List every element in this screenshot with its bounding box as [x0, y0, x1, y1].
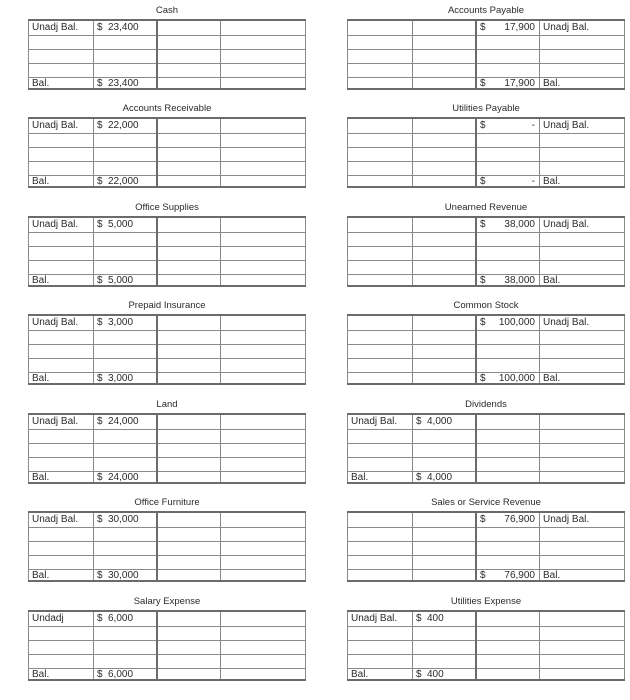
- unadjusted-balance-label: Unadj Bal.: [32, 416, 79, 427]
- row-line: [28, 77, 306, 78]
- row-line: [28, 654, 306, 655]
- account-title: Unearned Revenue: [444, 202, 528, 213]
- row-line: [347, 569, 625, 570]
- currency-symbol: $: [480, 275, 486, 286]
- row-line: [28, 555, 306, 556]
- balance-label: Bal.: [32, 373, 50, 384]
- row-line: [347, 443, 625, 444]
- balance-amount: 23,400: [108, 78, 139, 89]
- account-title: Land: [156, 399, 178, 410]
- row-line: [347, 654, 625, 655]
- balance-label: Bal.: [32, 78, 50, 89]
- unadjusted-balance-label: Unadj Bal.: [543, 317, 590, 328]
- unadjusted-balance-amount: 76,900: [504, 514, 535, 525]
- currency-symbol: $: [480, 373, 486, 384]
- ledger-table: [28, 511, 306, 582]
- account-title: Utilities Expense: [450, 596, 522, 607]
- column-line: [624, 218, 625, 285]
- row-line: [28, 344, 306, 345]
- ledger-table: [347, 19, 625, 90]
- center-divider: [156, 612, 158, 679]
- row-line: [347, 246, 625, 247]
- row-line: [28, 232, 306, 233]
- row-line: [28, 443, 306, 444]
- center-divider: [156, 218, 158, 285]
- row-line: [28, 527, 306, 528]
- unadjusted-balance-label: Unadj Bal.: [32, 219, 79, 230]
- column-line: [624, 415, 625, 482]
- column-line: [220, 316, 221, 383]
- balance-label: Bal.: [32, 176, 50, 187]
- account-title: Prepaid Insurance: [128, 300, 206, 311]
- t-account-ur: [347, 202, 625, 290]
- balance-label: Bal.: [543, 570, 561, 581]
- t-account-cash: [28, 5, 306, 93]
- unadjusted-balance-label: Unadj Bal.: [543, 22, 590, 33]
- currency-symbol: $: [480, 176, 486, 187]
- balance-label: Bal.: [543, 78, 561, 89]
- center-divider: [156, 316, 158, 383]
- unadjusted-balance-amount: 400: [427, 613, 444, 624]
- unadjusted-balance-amount: -: [531, 120, 535, 131]
- row-line: [28, 133, 306, 134]
- row-line: [347, 429, 625, 430]
- account-title: Accounts Payable: [447, 5, 525, 16]
- row-line: [347, 640, 625, 641]
- column-line: [28, 612, 29, 679]
- account-title: Sales or Service Revenue: [431, 497, 541, 508]
- currency-symbol: $: [480, 317, 486, 328]
- row-line: [347, 555, 625, 556]
- balance-amount: 400: [427, 669, 444, 680]
- account-title: Office Furniture: [134, 497, 200, 508]
- row-line: [28, 147, 306, 148]
- currency-symbol: $: [97, 78, 103, 89]
- row-line: [28, 668, 306, 669]
- t-account-ar: [28, 103, 306, 191]
- column-line: [624, 513, 625, 580]
- ledger-table: [347, 413, 625, 484]
- account-title: Cash: [155, 5, 179, 16]
- currency-symbol: $: [97, 317, 103, 328]
- balance-label: Bal.: [351, 472, 369, 483]
- ledger-table: [347, 610, 625, 681]
- column-line: [305, 612, 306, 679]
- row-line: [28, 246, 306, 247]
- ledger-table: [347, 117, 625, 188]
- row-line: [347, 49, 625, 50]
- unadjusted-balance-label: Unadj Bal.: [32, 317, 79, 328]
- ledger-table: [28, 19, 306, 90]
- column-line: [28, 316, 29, 383]
- row-line: [28, 35, 306, 36]
- currency-symbol: $: [97, 669, 103, 680]
- column-line: [220, 513, 221, 580]
- currency-symbol: $: [97, 613, 103, 624]
- row-line: [347, 344, 625, 345]
- unadjusted-balance-amount: 38,000: [504, 219, 535, 230]
- column-line: [347, 612, 348, 679]
- column-line: [28, 218, 29, 285]
- t-account-se: [28, 596, 306, 684]
- row-line: [347, 35, 625, 36]
- column-line: [624, 119, 625, 186]
- unadjusted-balance-label: Unadj Bal.: [543, 219, 590, 230]
- unadjusted-balance-label: Undadj: [32, 613, 64, 624]
- column-line: [28, 21, 29, 88]
- center-divider: [475, 218, 477, 285]
- column-line: [539, 415, 540, 482]
- currency-symbol: $: [480, 570, 486, 581]
- row-line: [28, 358, 306, 359]
- t-account-cs: [347, 300, 625, 388]
- center-divider: [156, 119, 158, 186]
- balance-label: Bal.: [543, 275, 561, 286]
- ledger-table: [347, 314, 625, 385]
- column-line: [220, 119, 221, 186]
- currency-symbol: $: [97, 570, 103, 581]
- t-account-ue: [347, 596, 625, 684]
- row-line: [347, 330, 625, 331]
- currency-symbol: $: [97, 219, 103, 230]
- column-line: [93, 119, 94, 186]
- column-line: [624, 316, 625, 383]
- row-line: [347, 232, 625, 233]
- unadjusted-balance-amount: 5,000: [108, 219, 134, 230]
- column-line: [28, 119, 29, 186]
- balance-amount: 38,000: [504, 275, 535, 286]
- column-line: [93, 513, 94, 580]
- currency-symbol: $: [480, 514, 486, 525]
- currency-symbol: $: [480, 78, 486, 89]
- row-line: [347, 77, 625, 78]
- balance-amount: 6,000: [108, 669, 134, 680]
- row-line: [28, 330, 306, 331]
- unadjusted-balance-amount: 22,000: [108, 120, 139, 131]
- column-line: [539, 21, 540, 88]
- account-title: Utilities Payable: [452, 103, 520, 114]
- column-line: [28, 513, 29, 580]
- currency-symbol: $: [480, 22, 486, 33]
- unadjusted-balance-amount: 6,000: [108, 613, 134, 624]
- column-line: [28, 415, 29, 482]
- row-line: [28, 569, 306, 570]
- balance-amount: 76,900: [504, 570, 535, 581]
- t-account-ap: [347, 5, 625, 93]
- column-line: [539, 612, 540, 679]
- ledger-table: [347, 511, 625, 582]
- account-title: Office Supplies: [135, 202, 199, 213]
- balance-amount: 3,000: [108, 373, 134, 384]
- column-line: [305, 21, 306, 88]
- unadjusted-balance-amount: 24,000: [108, 416, 139, 427]
- row-line: [28, 274, 306, 275]
- column-line: [220, 21, 221, 88]
- column-line: [220, 612, 221, 679]
- center-divider: [475, 316, 477, 383]
- row-line: [28, 175, 306, 176]
- center-divider: [475, 119, 477, 186]
- t-account-div: [347, 399, 625, 487]
- account-title: Common Stock: [453, 300, 519, 311]
- balance-label: Bal.: [351, 669, 369, 680]
- row-line: [347, 358, 625, 359]
- currency-symbol: $: [97, 275, 103, 286]
- unadjusted-balance-label: Unadj Bal.: [32, 22, 79, 33]
- center-divider: [156, 415, 158, 482]
- column-line: [305, 513, 306, 580]
- unadjusted-balance-amount: 100,000: [498, 317, 535, 328]
- unadjusted-balance-label: Unadj Bal.: [543, 514, 590, 525]
- column-line: [305, 218, 306, 285]
- balance-amount: 30,000: [108, 570, 139, 581]
- row-line: [28, 63, 306, 64]
- column-line: [305, 316, 306, 383]
- row-line: [28, 471, 306, 472]
- currency-symbol: $: [416, 613, 422, 624]
- row-line: [347, 457, 625, 458]
- column-line: [347, 218, 348, 285]
- row-line: [28, 372, 306, 373]
- row-line: [347, 372, 625, 373]
- t-account-land: [28, 399, 306, 487]
- account-title: Dividends: [465, 399, 507, 410]
- column-line: [93, 21, 94, 88]
- unadjusted-balance-label: Unadj Bal.: [351, 416, 398, 427]
- center-divider: [156, 21, 158, 88]
- balance-label: Bal.: [543, 176, 561, 187]
- currency-symbol: $: [97, 22, 103, 33]
- account-title: Salary Expense: [133, 596, 201, 607]
- currency-symbol: $: [97, 472, 103, 483]
- currency-symbol: $: [97, 176, 103, 187]
- unadjusted-balance-amount: 17,900: [504, 22, 535, 33]
- column-line: [347, 415, 348, 482]
- row-line: [28, 541, 306, 542]
- ledger-table: [347, 216, 625, 287]
- balance-amount: 22,000: [108, 176, 139, 187]
- column-line: [539, 513, 540, 580]
- balance-amount: 100,000: [498, 373, 535, 384]
- column-line: [220, 218, 221, 285]
- center-divider: [156, 513, 158, 580]
- ledger-table: [28, 314, 306, 385]
- row-line: [347, 260, 625, 261]
- column-line: [412, 218, 413, 285]
- column-line: [624, 21, 625, 88]
- currency-symbol: $: [97, 416, 103, 427]
- t-account-of: [28, 497, 306, 585]
- column-line: [412, 612, 413, 679]
- currency-symbol: $: [480, 219, 486, 230]
- column-line: [624, 612, 625, 679]
- column-line: [412, 513, 413, 580]
- ledger-table: [28, 117, 306, 188]
- balance-amount: 4,000: [427, 472, 453, 483]
- center-divider: [475, 513, 477, 580]
- t-account-pi: [28, 300, 306, 388]
- t-account-os: [28, 202, 306, 290]
- column-line: [93, 612, 94, 679]
- row-line: [28, 640, 306, 641]
- column-line: [412, 21, 413, 88]
- account-title: Accounts Receivable: [122, 103, 212, 114]
- ledger-table: [28, 413, 306, 484]
- balance-amount: 5,000: [108, 275, 134, 286]
- row-line: [347, 274, 625, 275]
- unadjusted-balance-amount: 30,000: [108, 514, 139, 525]
- unadjusted-balance-label: Unadj Bal.: [351, 613, 398, 624]
- unadjusted-balance-amount: 4,000: [427, 416, 453, 427]
- column-line: [347, 21, 348, 88]
- column-line: [347, 316, 348, 383]
- column-line: [412, 316, 413, 383]
- balance-amount: 17,900: [504, 78, 535, 89]
- ledger-table: [28, 216, 306, 287]
- row-line: [347, 527, 625, 528]
- row-line: [347, 175, 625, 176]
- currency-symbol: $: [416, 472, 422, 483]
- column-line: [539, 119, 540, 186]
- row-line: [347, 541, 625, 542]
- column-line: [347, 119, 348, 186]
- currency-symbol: $: [416, 669, 422, 680]
- column-line: [347, 513, 348, 580]
- column-line: [93, 415, 94, 482]
- column-line: [539, 316, 540, 383]
- t-account-ssr: [347, 497, 625, 585]
- column-line: [539, 218, 540, 285]
- column-line: [305, 119, 306, 186]
- row-line: [347, 161, 625, 162]
- balance-label: Bal.: [32, 669, 50, 680]
- unadjusted-balance-amount: 23,400: [108, 22, 139, 33]
- row-line: [347, 63, 625, 64]
- column-line: [93, 218, 94, 285]
- balance-label: Bal.: [32, 275, 50, 286]
- ledger-table: [28, 610, 306, 681]
- currency-symbol: $: [97, 120, 103, 131]
- row-line: [347, 626, 625, 627]
- unadjusted-balance-label: Unadj Bal.: [32, 120, 79, 131]
- unadjusted-balance-amount: 3,000: [108, 317, 134, 328]
- center-divider: [475, 612, 477, 679]
- unadjusted-balance-label: Unadj Bal.: [543, 120, 590, 131]
- balance-label: Bal.: [32, 472, 50, 483]
- row-line: [28, 49, 306, 50]
- balance-amount: 24,000: [108, 472, 139, 483]
- center-divider: [475, 21, 477, 88]
- row-line: [347, 471, 625, 472]
- row-line: [28, 260, 306, 261]
- row-line: [28, 457, 306, 458]
- row-line: [28, 626, 306, 627]
- unadjusted-balance-label: Unadj Bal.: [32, 514, 79, 525]
- row-line: [28, 161, 306, 162]
- balance-label: Bal.: [32, 570, 50, 581]
- column-line: [412, 415, 413, 482]
- row-line: [347, 147, 625, 148]
- center-divider: [475, 415, 477, 482]
- currency-symbol: $: [97, 373, 103, 384]
- balance-label: Bal.: [543, 373, 561, 384]
- column-line: [305, 415, 306, 482]
- row-line: [347, 668, 625, 669]
- column-line: [93, 316, 94, 383]
- currency-symbol: $: [97, 514, 103, 525]
- row-line: [347, 133, 625, 134]
- t-account-up: [347, 103, 625, 191]
- column-line: [412, 119, 413, 186]
- currency-symbol: $: [416, 416, 422, 427]
- row-line: [28, 429, 306, 430]
- currency-symbol: $: [480, 120, 486, 131]
- balance-amount: -: [531, 176, 535, 187]
- column-line: [220, 415, 221, 482]
